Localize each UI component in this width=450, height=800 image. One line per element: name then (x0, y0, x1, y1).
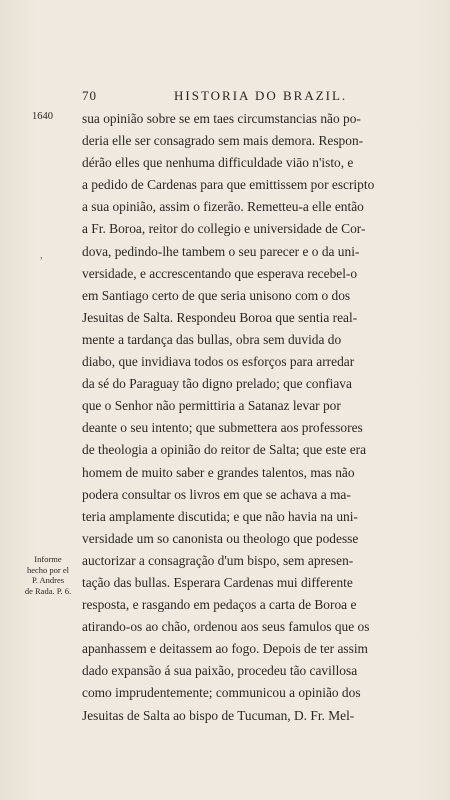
body-line: auctorizar a consagração d'um bispo, sem apresen- (82, 552, 354, 568)
body-line: versidade, e accrescentando que esperava recebel-o (82, 265, 358, 281)
side-note-line: Informe (34, 554, 62, 564)
body-line: mente a tardança das bullas, obra sem duvida do (82, 331, 342, 347)
margin-mark: , (40, 250, 43, 261)
body-line: diabo, que invidiava todos os esforços para arredar (82, 354, 355, 370)
body-line: deria elle ser consagrado sem mais demora. Respon- (82, 133, 364, 149)
body-line: tação das bullas. Esperara Cardenas mui differente (82, 574, 353, 590)
body-line: que o Senhor não permittiria a Satanaz levar por (82, 398, 341, 414)
body-text (82, 108, 434, 727)
body-line: dado expansão á sua paixão, procedeu tão cavillosa (82, 663, 358, 679)
body-line: de theologia a opinião do reitor de Salta; que este era (82, 442, 367, 458)
body-line: Jesuitas de Salta. Respondeu Boroa que sentia real- (82, 309, 358, 325)
body-line: a Fr. Boroa, reitor do collegio e universidade de Cor- (82, 221, 366, 237)
body-line: Jesuitas de Salta ao bispo de Tucuman, D. Fr. Mel- (82, 707, 355, 723)
body-line: a sua opinião, assim o fizerão. Remetteu-a elle então (82, 199, 364, 215)
page-number: 70 (82, 88, 97, 103)
body-line: deante o seu intento; que submettera aos professores (82, 420, 363, 436)
body-line: dérão elles que nenhuma difficuldade viāo n'isto, e (82, 155, 354, 171)
body-line: homem de muito saber e grandes talentos, mas não (82, 464, 355, 480)
body-line: da sé do Paraguay tão digno prelado; que confiava (82, 376, 352, 392)
margin-year: 1640 (32, 111, 53, 122)
body-line: atirando-os ao chão, ordenou aos seus famulos que os (82, 619, 370, 635)
body-line: resposta, e rasgando em pedaços a carta de Boroa e (82, 597, 357, 613)
body-line: teria amplamente discutida; e que não havia na uni- (82, 508, 358, 524)
running-title: HISTORIA DO BRAZIL. (174, 88, 348, 103)
body-line: sua opinião sobre se em taes circumstancias não po- (82, 111, 361, 126)
body-line: versidade um so canonista ou theologo que podesse (82, 530, 359, 546)
body-line: em Santiago certo de que seria unisono com o dos (82, 287, 351, 303)
side-note-line: hecho por el (26, 564, 69, 575)
body-line: podera consultar os livros em que se achava a ma- (82, 486, 351, 502)
side-note-line: de Rada. P. 6. (24, 585, 72, 596)
body-line: dova, pedindo-lhe tambem o seu parecer e o da uni- (82, 243, 360, 259)
body-line: apanhassem e deitassem ao fogo. Depois de ter assim (82, 641, 368, 657)
running-header (82, 88, 432, 106)
body-line: a pedido de Cardenas para que emittissem por escripto (82, 177, 375, 193)
body-line: como imprudentemente; communicou a opinião dos (82, 685, 361, 701)
margin-side-note (18, 554, 78, 596)
side-note-line: P. Andres (31, 575, 65, 585)
